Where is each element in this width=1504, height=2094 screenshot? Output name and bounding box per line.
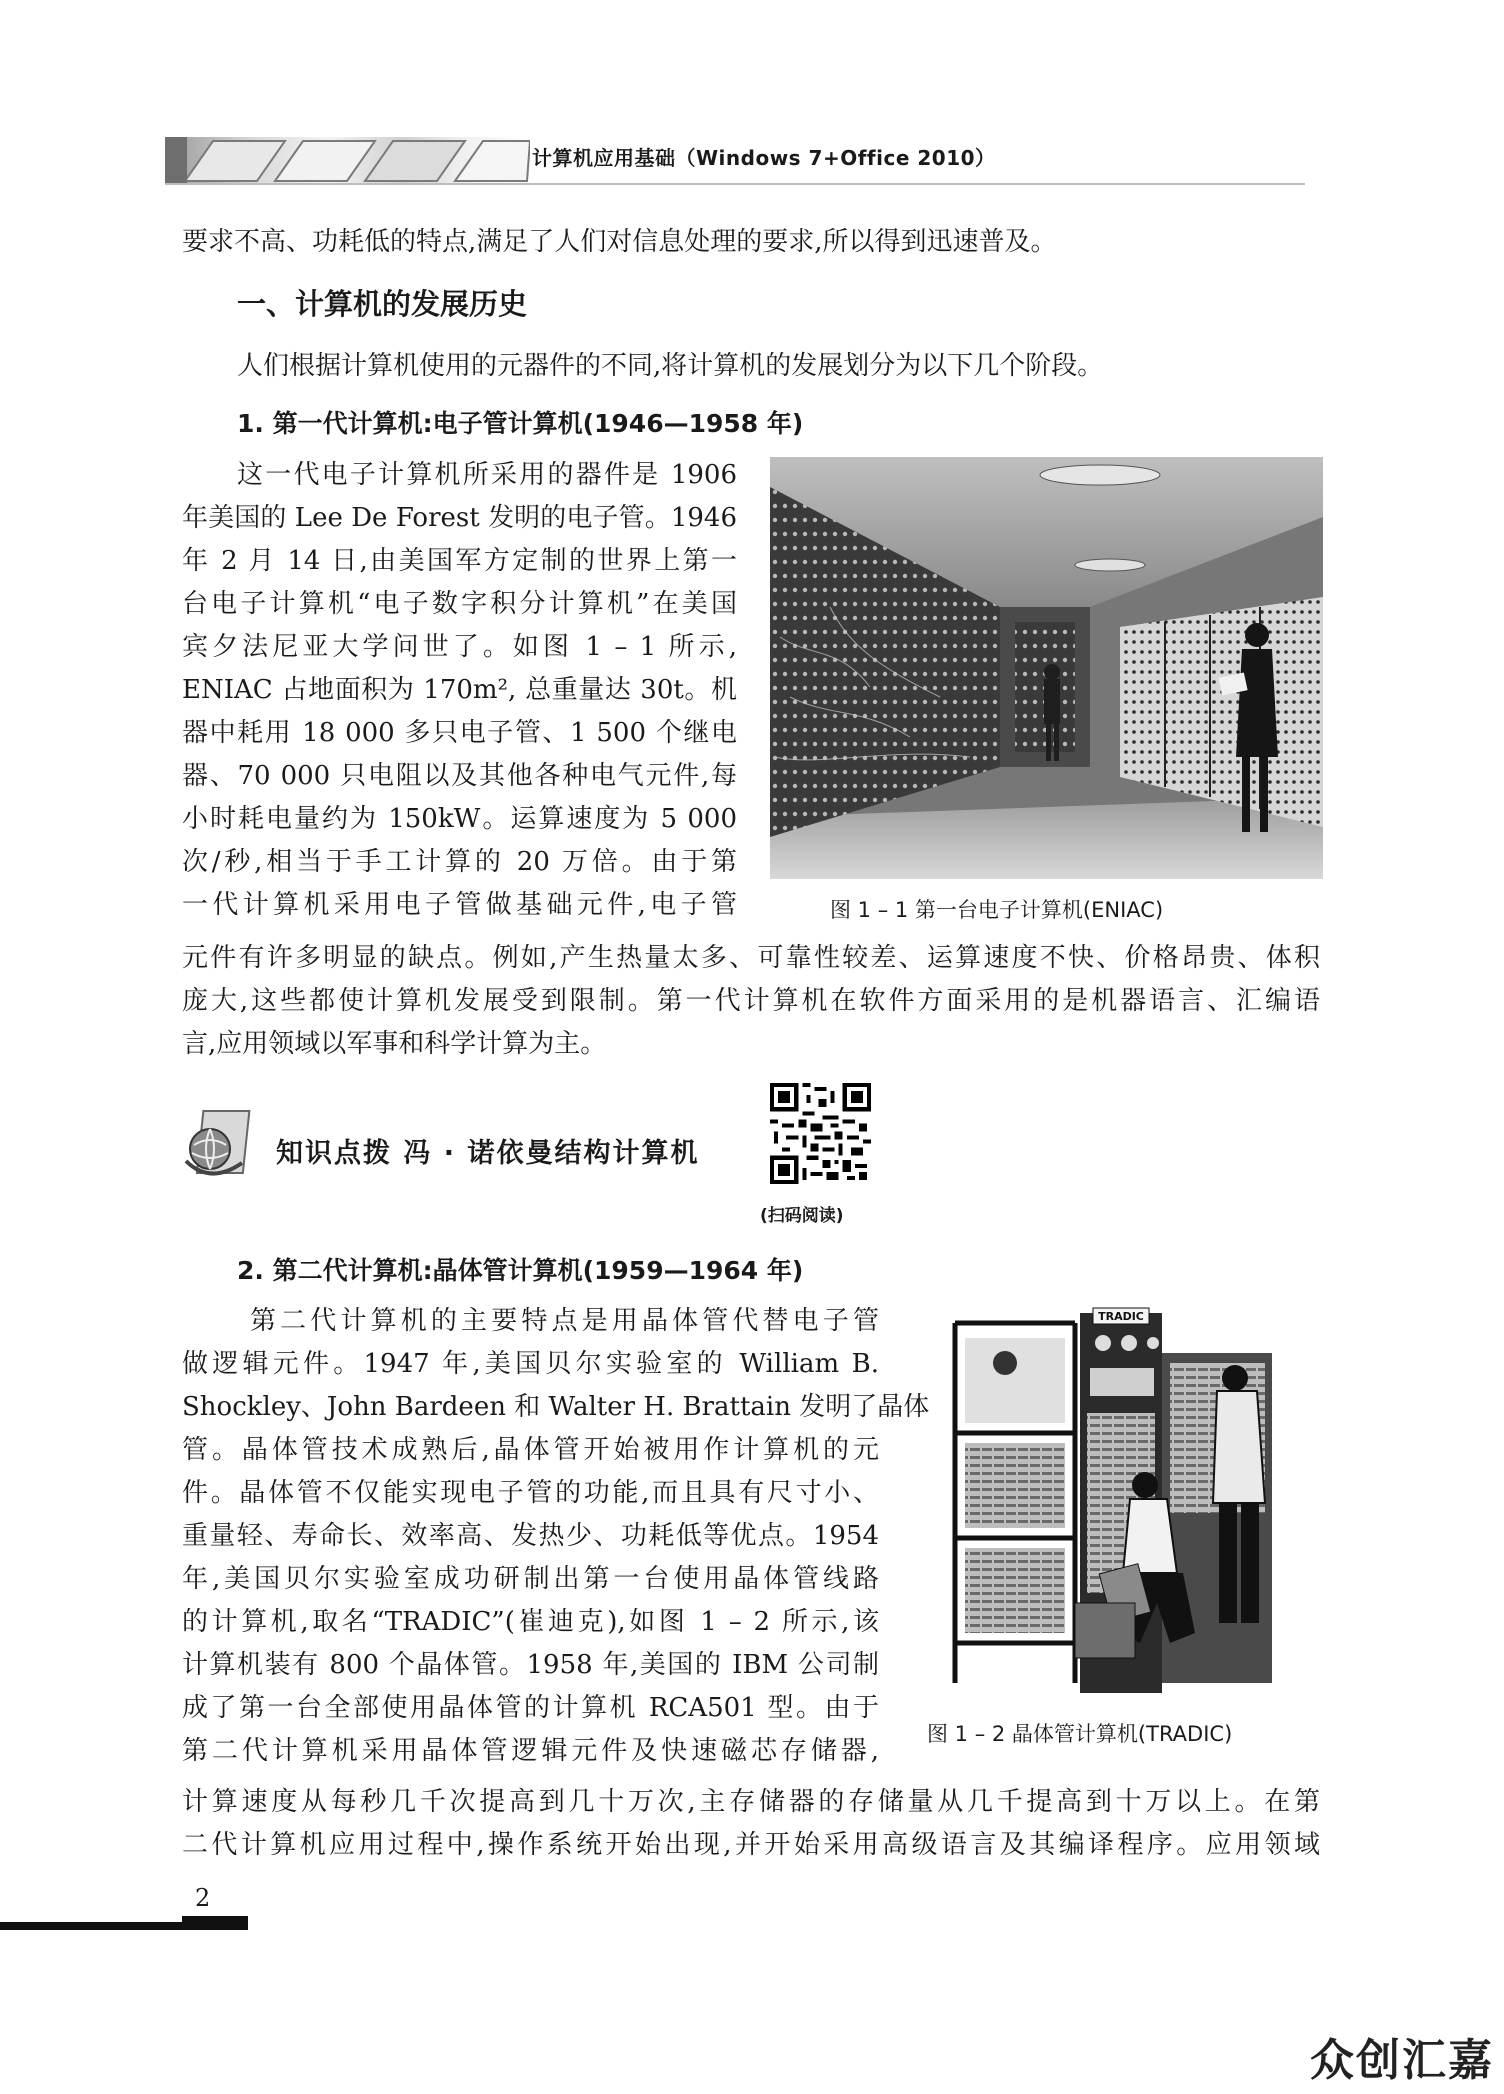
- gen1-paragraph-wide: [182, 937, 1320, 1066]
- text-line: 器中耗用 18 000 多只电子管、1 500 个继电: [182, 718, 737, 748]
- header-keyboard-graphic: [165, 137, 530, 183]
- qr-caption: (扫码阅读): [760, 1206, 844, 1226]
- eniac-photo: [770, 457, 1323, 879]
- tradic-panel-label: TRADIC: [1098, 1310, 1144, 1323]
- qr-code[interactable]: [770, 1083, 871, 1184]
- text-line: 元件有许多明显的缺点。例如,产生热量太多、可靠性较差、运算速度不快、价格昂贵、体积: [182, 943, 1320, 973]
- globe-icon: [180, 1105, 260, 1185]
- text-line: 计算速度从每秒几千次提高到几十万次,主存储器的存储量从几千提高到十万以上。在第: [182, 1787, 1320, 1817]
- text-line: 件。晶体管不仅能实现电子管的功能,而且具有尺寸小、: [182, 1478, 879, 1508]
- text-line: ENIAC 占地面积为 170m², 总重量达 30t。机: [182, 675, 737, 705]
- text-line: 的计算机,取名“TRADIC”(崔迪克),如图 1 – 2 所示,该: [182, 1607, 879, 1637]
- text-line: 年 2 月 14 日,由美国军方定制的世界上第一: [182, 546, 737, 576]
- text-line: 二代计算机应用过程中,操作系统开始出现,并开始采用高级语言及其编译程序。应用领域: [182, 1830, 1320, 1860]
- text-line: 器、70 000 只电阻以及其他各种电气元件,每: [182, 761, 737, 791]
- text-line: 做逻辑元件。1947 年,美国贝尔实验室的 William B.: [182, 1349, 879, 1379]
- gen1-heading: 1. 第一代计算机:电子管计算机(1946—1958 年): [237, 409, 804, 438]
- watermark-logo: 众创汇嘉: [1310, 2035, 1494, 2086]
- text-line: 这一代电子计算机所采用的器件是 1906: [237, 460, 737, 490]
- text-line: 计算机装有 800 个晶体管。1958 年,美国的 IBM 公司制: [182, 1650, 879, 1680]
- text-line: 成了第一台全部使用晶体管的计算机 RCA501 型。由于: [182, 1693, 879, 1723]
- knowledge-point-label: 知识点拨 冯 · 诺依曼结构计算机: [276, 1138, 700, 1169]
- section-lead: 人们根据计算机使用的元器件的不同,将计算机的发展划分为以下几个阶段。: [237, 351, 1104, 381]
- page-number: 2: [195, 1884, 211, 1912]
- text-line: 宾夕法尼亚大学问世了。如图 1 – 1 所示,: [182, 632, 737, 662]
- text-line: 台电子计算机“电子数字积分计算机”在美国: [182, 589, 737, 619]
- footer-rule-block: [182, 1916, 248, 1930]
- gen2-heading: 2. 第二代计算机:晶体管计算机(1959—1964 年): [237, 1256, 804, 1285]
- text-line: 重量轻、寿命长、效率高、发热少、功耗低等优点。1954: [182, 1521, 879, 1551]
- gen2-paragraph-narrow: [182, 1300, 930, 1773]
- tradic-photo: [945, 1303, 1293, 1695]
- text-line: 第二代计算机的主要特点是用晶体管代替电子管: [250, 1306, 879, 1336]
- text-line: Shockley、John Bardeen 和 Walter H. Brattain 发明了晶体: [182, 1392, 930, 1422]
- text-line: 年,美国贝尔实验室成功研制出第一台使用晶体管线路: [182, 1564, 879, 1594]
- text-line: 言,应用领域以军事和科学计算为主。: [182, 1029, 607, 1059]
- text-line: 庞大,这些都使计算机发展受到限制。第一代计算机在软件方面采用的是机器语言、汇编语: [182, 986, 1320, 1016]
- figure-caption-2: 图 1 – 2 晶体管计算机(TRADIC): [927, 1722, 1233, 1746]
- header-title: 计算机应用基础（Windows 7+Office 2010）: [532, 146, 996, 170]
- text-line: 第二代计算机采用晶体管逻辑元件及快速磁芯存储器,: [182, 1736, 879, 1766]
- figure-caption-1: 图 1 – 1 第一台电子计算机(ENIAC): [830, 898, 1164, 922]
- intro-line: 要求不高、功耗低的特点,满足了人们对信息处理的要求,所以得到迅速普及。: [182, 227, 1057, 257]
- text-line: 次/秒,相当于手工计算的 20 万倍。由于第: [182, 847, 737, 877]
- gen1-paragraph-narrow: [182, 454, 737, 927]
- gen2-paragraph-wide: [182, 1781, 1320, 1867]
- text-line: 一代计算机采用电子管做基础元件,电子管: [182, 890, 737, 920]
- text-line: 年美国的 Lee De Forest 发明的电子管。1946: [182, 503, 737, 533]
- text-line: 小时耗电量约为 150kW。运算速度为 5 000: [182, 804, 737, 834]
- section-heading: 一、计算机的发展历史: [237, 287, 528, 321]
- text-line: 管。晶体管技术成熟后,晶体管开始被用作计算机的元: [182, 1435, 879, 1465]
